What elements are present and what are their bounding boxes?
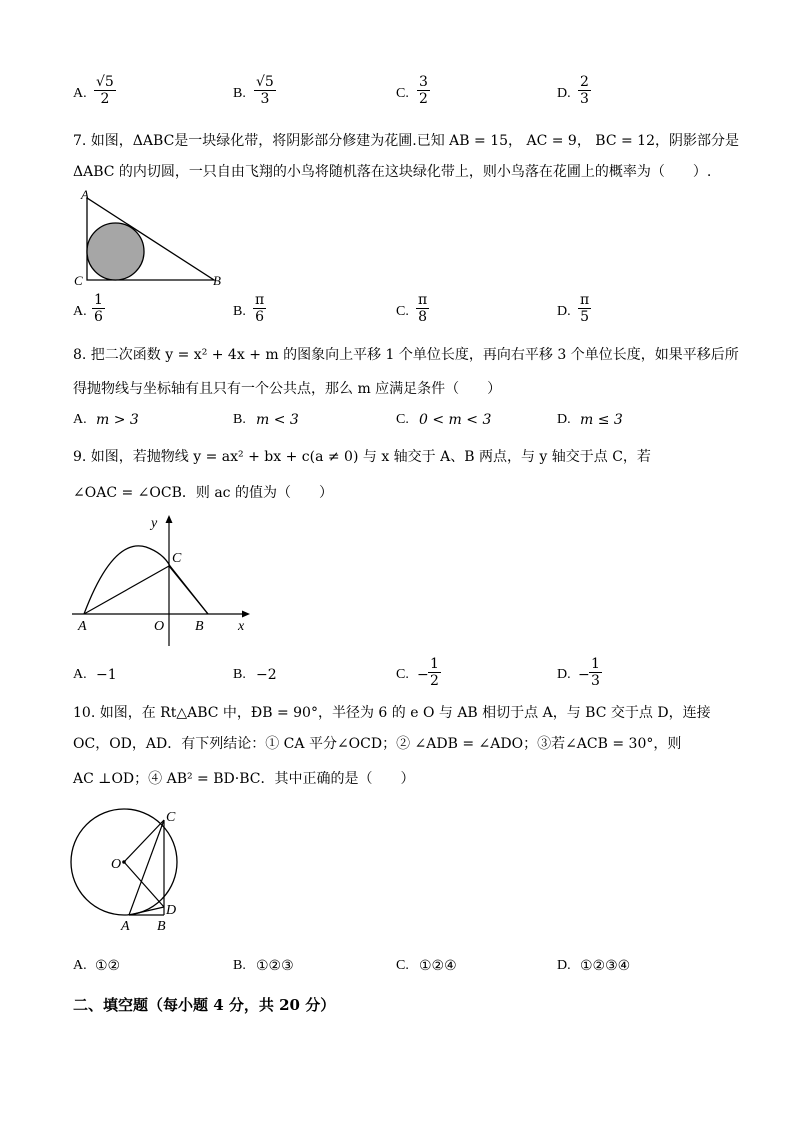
q10-text-line1: 10. 如图，在 Rt△ABC 中，ÐB = 90°，半径为 6 的 e O 与 AB 相切于点 A，与 BC 交于点 D，连接 [73,705,711,721]
q9-parabola-figure [66,508,256,650]
q9-x-arrow [242,611,250,618]
q7-triangle-figure [70,186,230,290]
q7-option-b-letter: B. [233,304,246,319]
q10-circle-figure [64,804,198,936]
q8-text-line2: 得抛物线与坐标轴有且只有一个公共点，那么 m 应满足条件（ ） [73,381,502,397]
q6-option-a-fraction [94,74,116,107]
q10-segment-oc [124,820,164,862]
section-2-title: 二、填空题（每小题 4 分，共 20 分） [73,996,336,1014]
q10-option-d-letter: D. [557,958,571,973]
q7-option-c-num: π [418,292,428,308]
q10-option-b-letter: B. [233,958,246,973]
q9-segment-ac [84,566,169,614]
q8-option-b-text: m < 3 [256,412,299,428]
q7-option-a-fraction [92,292,105,325]
q7-option-a-num: 1 [94,292,103,308]
q9-text-line1: 9. 如图，若抛物线 y = ax² + bx + c(a ≠ 0) 与 x 轴交于 A、B 两点，与 y 轴交于点 C，若 [73,449,651,465]
q10-label-c: C [166,810,176,825]
q10-label-b: B [157,919,166,934]
q10-text-line3: AC ⊥OD；④ AB² = BD·BC．其中正确的是（ ） [73,771,415,787]
q6-option-a-den: 2 [100,91,110,107]
q6-option-d-num: 2 [580,74,589,90]
q9-option-d-fraction [589,656,602,689]
q7-option-b-num: π [255,292,265,308]
q9-option-c-num: 1 [430,656,439,672]
q6-option-c-fraction [417,74,430,107]
q7-option-c-fraction [416,292,429,325]
q7-option-d-fraction [578,292,591,325]
q10-text-line2: OC，OD，AD．有下列结论：① CA 平分∠OCD；② ∠ADB = ∠ADO；③若∠ACB = 30°，则 [73,736,682,752]
q7-option-d-letter: D. [557,304,571,319]
q7-option-d-num: π [580,292,590,308]
q6-option-d-fraction [578,74,591,107]
q10-segment-ad [129,907,164,915]
q6-option-a-num: √5 [96,74,114,90]
q8-option-a-text: m > 3 [96,412,139,428]
q9-label-x: x [238,619,245,634]
q8-option-a-letter: A. [73,412,87,427]
q6-option-d-letter: D. [557,86,571,101]
q9-option-c-den: 2 [430,673,439,689]
q9-segment-cb [169,566,208,614]
q9-option-d-num: 1 [591,656,600,672]
q10-option-c-text: ①②④ [419,958,457,974]
q6-option-b-num: √5 [256,74,274,90]
q9-y-arrow [166,515,173,523]
q9-option-d-letter: D. [557,667,571,682]
q8-option-c-text: 0 < m < 3 [419,412,492,428]
q7-label-a: A [81,187,89,202]
q6-option-b-fraction [254,74,276,107]
q10-segment-od [124,862,164,907]
q8-option-d-text: m ≤ 3 [580,412,623,428]
q9-label-y: y [151,516,158,531]
q9-option-b-text: −2 [256,667,277,683]
q7-option-a-letter: A. [73,304,87,319]
q7-label-b: B [213,273,221,288]
q10-label-o: O [111,857,122,872]
q6-option-c-num: 3 [419,74,428,90]
q8-text-line1: 8. 把二次函数 y = x² + 4x + m 的图象向上平移 1 个单位长度，再向右平移 3 个单位长度，如果平移后所 [73,347,739,363]
q9-label-b: B [195,619,204,634]
q9-option-a-letter: A. [73,667,87,682]
q7-text-line1: 7. 如图，ΔABC是一块绿化带，将阴影部分修建为花圃.已知 AB = 15， AC = 9， BC = 12，阴影部分是 [73,133,739,149]
q9-option-c-fraction [428,656,441,689]
q7-label-c: C [74,273,83,288]
q7-option-c-letter: C. [396,304,409,319]
q9-option-d-sign: − [578,667,590,683]
q7-option-d-den: 5 [580,309,590,325]
q7-incircle [87,223,144,280]
q10-label-d: D [166,903,177,918]
q7-option-b-den: 6 [255,309,265,325]
q9-label-a: A [78,619,87,634]
q7-option-c-den: 8 [418,309,428,325]
q9-option-c-sign: − [417,667,429,683]
q6-option-c-letter: C. [396,86,409,101]
q10-label-a: A [121,919,130,934]
q9-option-c-letter: C. [396,667,409,682]
q6-option-a-letter: A. [73,86,87,101]
q7-option-a-den: 6 [94,309,103,325]
q9-text-line2: ∠OAC = ∠OCB．则 ac 的值为（ ） [73,485,333,501]
q9-label-c: C [172,551,182,566]
q10-option-a-letter: A. [73,958,87,973]
q9-label-o: O [154,619,165,634]
q8-option-d-letter: D. [557,412,571,427]
q10-center-dot [122,860,126,864]
q10-option-d-text: ①②③④ [580,958,631,974]
q6-option-b-letter: B. [233,86,246,101]
q8-option-b-letter: B. [233,412,246,427]
q6-option-c-den: 2 [419,91,428,107]
q9-option-b-letter: B. [233,667,246,682]
q6-option-b-den: 3 [260,91,270,107]
q9-option-d-den: 3 [591,673,600,689]
q10-option-b-text: ①②③ [256,958,294,974]
q7-option-b-fraction [253,292,266,325]
q9-option-a-text: −1 [96,667,117,683]
q10-option-c-letter: C. [396,958,409,973]
q8-option-c-letter: C. [396,412,409,427]
q7-text-line2: ΔABC 的内切圆，一只自由飞翔的小鸟将随机落在这块绿化带上，则小鸟落在花圃上的概率为（ ）. [73,164,712,180]
q10-option-a-text: ①② [95,958,121,974]
q6-option-d-den: 3 [580,91,589,107]
